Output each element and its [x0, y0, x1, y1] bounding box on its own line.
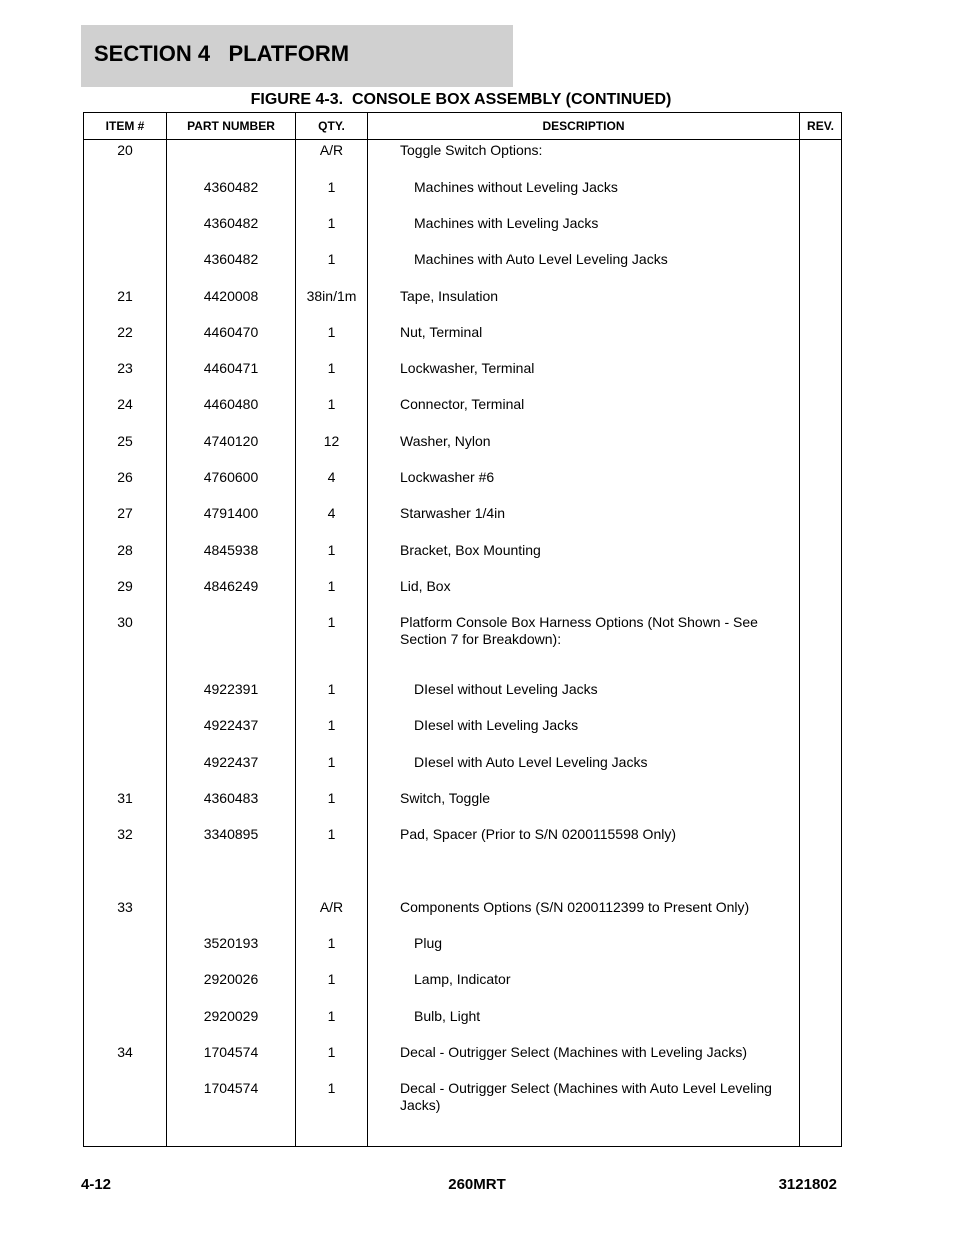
qty-cell: 1 — [296, 394, 368, 430]
item-cell: 20 — [84, 140, 167, 177]
table-row — [84, 933, 842, 969]
empty-cell — [296, 1145, 368, 1146]
qty-cell: 1 — [296, 824, 368, 860]
description-cell: Plug — [368, 933, 800, 969]
qty-cell: 1 — [296, 322, 368, 358]
rev-cell — [800, 140, 842, 177]
description-cell — [368, 861, 800, 897]
description-cell: Machines with Auto Level Leveling Jacks — [368, 249, 800, 285]
rev-cell — [800, 969, 842, 1005]
rev-cell — [800, 897, 842, 933]
empty-cell — [84, 1145, 167, 1146]
description-cell: Bracket, Box Mounting — [368, 540, 800, 576]
part-number-cell: 2920026 — [167, 969, 296, 1005]
table-header-row — [84, 113, 842, 140]
qty-cell: 1 — [296, 213, 368, 249]
qty-cell: 38in/1m — [296, 286, 368, 322]
qty-cell: 1 — [296, 715, 368, 751]
part-number-cell: 4360483 — [167, 788, 296, 824]
item-cell: 31 — [84, 788, 167, 824]
description-cell: Decal - Outrigger Select (Machines with Leveling Jacks) — [368, 1042, 800, 1078]
column-header-description: DESCRIPTION — [368, 113, 800, 140]
part-number-cell: 4460471 — [167, 358, 296, 394]
description-cell: DIesel with Leveling Jacks — [368, 715, 800, 751]
table-row — [84, 177, 842, 213]
part-number-cell: 4846249 — [167, 576, 296, 612]
part-number-cell: 4460470 — [167, 322, 296, 358]
table-row — [84, 322, 842, 358]
empty-cell — [167, 1145, 296, 1146]
table-row — [84, 286, 842, 322]
description-cell: Toggle Switch Options: — [368, 140, 800, 177]
figure-title: FIGURE 4-3. CONSOLE BOX ASSEMBLY (CONTINUED) — [250, 91, 672, 108]
item-cell: 33 — [84, 897, 167, 933]
table-row — [84, 897, 842, 933]
qty-cell: 1 — [296, 576, 368, 612]
table-row — [84, 715, 842, 751]
item-cell: 28 — [84, 540, 167, 576]
description-cell: Lockwasher, Terminal — [368, 358, 800, 394]
part-number-cell: 4922437 — [167, 715, 296, 751]
qty-cell: 1 — [296, 1078, 368, 1145]
part-number-cell: 4922437 — [167, 752, 296, 788]
item-cell — [84, 679, 167, 715]
rev-cell — [800, 752, 842, 788]
description-cell: DIesel with Auto Level Leveling Jacks — [368, 752, 800, 788]
rev-cell — [800, 358, 842, 394]
qty-cell: 12 — [296, 431, 368, 467]
item-cell — [84, 715, 167, 751]
qty-cell: 1 — [296, 969, 368, 1005]
section-title: SECTION 4 PLATFORM — [94, 41, 350, 66]
item-cell — [84, 752, 167, 788]
rev-cell — [800, 177, 842, 213]
rev-cell — [800, 503, 842, 539]
part-number-cell: 4845938 — [167, 540, 296, 576]
description-cell: Lid, Box — [368, 576, 800, 612]
qty-cell: 4 — [296, 503, 368, 539]
table-row — [84, 612, 842, 679]
part-number-cell — [167, 897, 296, 933]
rev-cell — [800, 394, 842, 430]
item-cell — [84, 249, 167, 285]
part-number-cell: 4460480 — [167, 394, 296, 430]
table-row — [84, 752, 842, 788]
item-cell: 32 — [84, 824, 167, 860]
description-cell: Starwasher 1/4in — [368, 503, 800, 539]
part-number-cell: 4360482 — [167, 213, 296, 249]
rev-cell — [800, 286, 842, 322]
part-number-cell: 4360482 — [167, 177, 296, 213]
item-cell — [84, 969, 167, 1005]
qty-cell: 1 — [296, 788, 368, 824]
column-header-qty: QTY. — [296, 113, 368, 140]
description-cell: Bulb, Light — [368, 1006, 800, 1042]
rev-cell — [800, 431, 842, 467]
item-cell: 24 — [84, 394, 167, 430]
rev-cell — [800, 1042, 842, 1078]
table-row — [84, 213, 842, 249]
part-number-cell: 2920029 — [167, 1006, 296, 1042]
description-cell: Platform Console Box Harness Options (Not Shown - See Section 7 for Breakdown): — [368, 612, 800, 679]
rev-cell — [800, 679, 842, 715]
table-row — [84, 249, 842, 285]
table-row — [84, 679, 842, 715]
qty-cell: 1 — [296, 752, 368, 788]
qty-cell: 1 — [296, 177, 368, 213]
part-number-cell: 1704574 — [167, 1078, 296, 1145]
rev-cell — [800, 540, 842, 576]
qty-cell: A/R — [296, 897, 368, 933]
table-row — [84, 540, 842, 576]
document-number: 3121802 — [778, 1176, 837, 1193]
description-cell: Connector, Terminal — [368, 394, 800, 430]
item-cell: 27 — [84, 503, 167, 539]
qty-cell: 1 — [296, 1006, 368, 1042]
rev-cell — [800, 612, 842, 679]
description-cell: DIesel without Leveling Jacks — [368, 679, 800, 715]
description-cell: Nut, Terminal — [368, 322, 800, 358]
qty-cell: 1 — [296, 1042, 368, 1078]
item-cell: 23 — [84, 358, 167, 394]
table-row — [84, 503, 842, 539]
table-row — [84, 467, 842, 503]
rev-cell — [800, 213, 842, 249]
part-number-cell: 4760600 — [167, 467, 296, 503]
column-header-item: ITEM # — [84, 113, 167, 140]
part-number-cell: 4791400 — [167, 503, 296, 539]
item-cell: 34 — [84, 1042, 167, 1078]
rev-cell — [800, 467, 842, 503]
table-row — [84, 1042, 842, 1078]
rev-cell — [800, 249, 842, 285]
table-row — [84, 140, 842, 177]
part-number-cell: 3520193 — [167, 933, 296, 969]
qty-cell: 1 — [296, 679, 368, 715]
item-cell: 26 — [84, 467, 167, 503]
rev-cell — [800, 1006, 842, 1042]
table-row — [84, 1078, 842, 1145]
description-cell: Pad, Spacer (Prior to S/N 0200115598 Only) — [368, 824, 800, 860]
item-cell — [84, 1006, 167, 1042]
item-cell — [84, 1078, 167, 1145]
description-cell: Machines without Leveling Jacks — [368, 177, 800, 213]
rev-cell — [800, 824, 842, 860]
rev-cell — [800, 1078, 842, 1145]
rev-cell — [800, 576, 842, 612]
table-row — [84, 1006, 842, 1042]
item-cell: 21 — [84, 286, 167, 322]
qty-cell: A/R — [296, 140, 368, 177]
table-row — [84, 861, 842, 897]
column-header-rev: REV. — [800, 113, 842, 140]
qty-cell — [296, 861, 368, 897]
part-number-cell: 3340895 — [167, 824, 296, 860]
qty-cell: 1 — [296, 540, 368, 576]
part-number-cell: 4740120 — [167, 431, 296, 467]
page-number: 4-12 — [81, 1176, 112, 1193]
table-row — [84, 394, 842, 430]
empty-cell — [800, 1145, 842, 1146]
description-cell: Machines with Leveling Jacks — [368, 213, 800, 249]
description-cell: Components Options (S/N 0200112399 to Present Only) — [368, 897, 800, 933]
item-cell — [84, 933, 167, 969]
rev-cell — [800, 933, 842, 969]
qty-cell: 1 — [296, 933, 368, 969]
part-number-cell: 4922391 — [167, 679, 296, 715]
parts-table-body — [84, 140, 842, 1147]
table-row — [84, 576, 842, 612]
item-cell — [84, 213, 167, 249]
part-number-cell: 4360482 — [167, 249, 296, 285]
rev-cell — [800, 861, 842, 897]
qty-cell: 1 — [296, 358, 368, 394]
table-filler-row — [84, 1145, 842, 1146]
empty-cell — [368, 1145, 800, 1146]
description-cell: Washer, Nylon — [368, 431, 800, 467]
description-cell: Lamp, Indicator — [368, 969, 800, 1005]
item-cell: 30 — [84, 612, 167, 679]
rev-cell — [800, 715, 842, 751]
table-row — [84, 358, 842, 394]
item-cell: 29 — [84, 576, 167, 612]
item-cell — [84, 177, 167, 213]
part-number-cell — [167, 612, 296, 679]
description-cell: Lockwasher #6 — [368, 467, 800, 503]
item-cell: 25 — [84, 431, 167, 467]
column-header-part-number: PART NUMBER — [167, 113, 296, 140]
rev-cell — [800, 788, 842, 824]
qty-cell: 1 — [296, 612, 368, 679]
section-header — [81, 25, 513, 87]
parts-table — [83, 112, 842, 1147]
model-name: 260MRT — [448, 1176, 506, 1193]
part-number-cell: 1704574 — [167, 1042, 296, 1078]
part-number-cell — [167, 140, 296, 177]
description-cell: Switch, Toggle — [368, 788, 800, 824]
part-number-cell: 4420008 — [167, 286, 296, 322]
part-number-cell — [167, 861, 296, 897]
qty-cell: 4 — [296, 467, 368, 503]
rev-cell — [800, 322, 842, 358]
table-row — [84, 824, 842, 860]
table-row — [84, 788, 842, 824]
description-cell: Decal - Outrigger Select (Machines with Auto Level Leveling Jacks) — [368, 1078, 800, 1145]
table-row — [84, 969, 842, 1005]
description-cell: Tape, Insulation — [368, 286, 800, 322]
table-row — [84, 431, 842, 467]
item-cell — [84, 861, 167, 897]
qty-cell: 1 — [296, 249, 368, 285]
item-cell: 22 — [84, 322, 167, 358]
